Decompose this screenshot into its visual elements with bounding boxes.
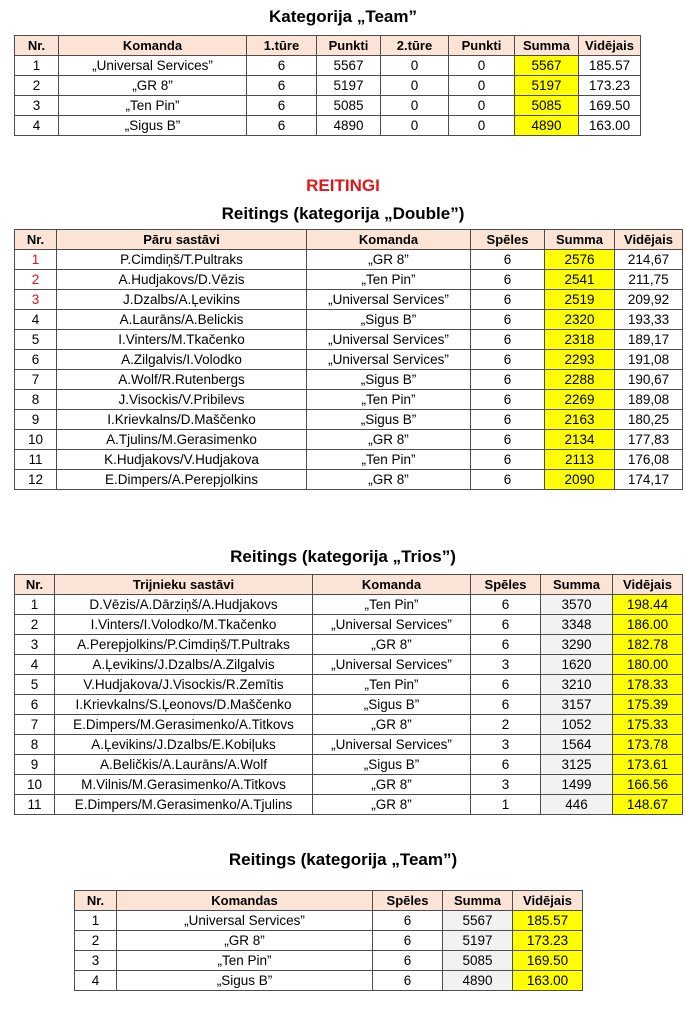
table-cell: „GR 8” bbox=[313, 795, 471, 815]
table-row bbox=[15, 250, 683, 270]
table-cell: 8 bbox=[15, 390, 57, 410]
table-cell: 211,75 bbox=[615, 270, 683, 290]
table-cell: 5567 bbox=[317, 56, 381, 76]
table-cell: „Sigus B” bbox=[117, 971, 373, 991]
table-cell: 173.23 bbox=[513, 931, 583, 951]
column-header: Summa bbox=[443, 891, 513, 911]
table-cell: A.Ļevikins/J.Dzalbs/A.Zilgalvis bbox=[55, 655, 313, 675]
table-cell: A.Wolf/R.Rutenbergs bbox=[57, 370, 307, 390]
table-cell: E.Dimpers/M.Gerasimenko/A.Titkovs bbox=[55, 715, 313, 735]
table-cell: 0 bbox=[449, 56, 515, 76]
table-cell: 6 bbox=[247, 76, 317, 96]
table-cell: 1620 bbox=[541, 655, 613, 675]
table-cell: 5 bbox=[15, 330, 57, 350]
table-row bbox=[15, 310, 683, 330]
table-cell: „Universal Services” bbox=[313, 655, 471, 675]
table-cell: 3570 bbox=[541, 595, 613, 615]
table-cell: 6 bbox=[471, 270, 545, 290]
table-row bbox=[15, 410, 683, 430]
column-header: Vidējais bbox=[513, 891, 583, 911]
table-cell: 2 bbox=[75, 931, 117, 951]
column-header: Nr. bbox=[15, 230, 57, 250]
table-cell: „Sigus B” bbox=[313, 755, 471, 775]
column-header: Komanda bbox=[307, 230, 471, 250]
table-cell: 6 bbox=[247, 56, 317, 76]
table-cell: 2 bbox=[471, 715, 541, 735]
table-cell: 173.23 bbox=[579, 76, 641, 96]
table-cell: „GR 8” bbox=[307, 250, 471, 270]
table-row bbox=[15, 96, 641, 116]
table-cell: A.Hudjakovs/D.Vēzis bbox=[57, 270, 307, 290]
table-cell: „GR 8” bbox=[313, 635, 471, 655]
table-cell: 166.56 bbox=[613, 775, 683, 795]
table-cell: „Sigus B” bbox=[307, 410, 471, 430]
table-cell: 6 bbox=[471, 430, 545, 450]
table-cell: „Ten Pin” bbox=[117, 951, 373, 971]
table-cell: „Ten Pin” bbox=[307, 390, 471, 410]
table-row bbox=[15, 795, 683, 815]
table-cell: E.Dimpers/M.Gerasimenko/A.Tjulins bbox=[55, 795, 313, 815]
table-cell: 214,67 bbox=[615, 250, 683, 270]
table-cell: P.Cimdiņš/T.Pultraks bbox=[57, 250, 307, 270]
table-cell: „GR 8” bbox=[313, 715, 471, 735]
table-header-row bbox=[75, 891, 583, 911]
table-cell: „Universal Services” bbox=[313, 615, 471, 635]
table-cell: 182.78 bbox=[613, 635, 683, 655]
table-cell: „Universal Services” bbox=[307, 350, 471, 370]
table-cell: „Universal Services” bbox=[59, 56, 247, 76]
table-cell: 3290 bbox=[541, 635, 613, 655]
table-cell: 6 bbox=[471, 250, 545, 270]
ratings-heading: REITINGI bbox=[306, 176, 380, 195]
table-cell: „Sigus B” bbox=[59, 116, 247, 136]
table-cell: 4890 bbox=[317, 116, 381, 136]
table-cell: 0 bbox=[381, 56, 449, 76]
table-cell: „Sigus B” bbox=[307, 370, 471, 390]
table-cell: 2519 bbox=[545, 290, 615, 310]
table-row bbox=[75, 911, 583, 931]
table-cell: 180,25 bbox=[615, 410, 683, 430]
table-cell: I.Vinters/I.Volodko/M.Tkačenko bbox=[55, 615, 313, 635]
table-cell: A.Perepjolkins/P.Cimdiņš/T.Pultraks bbox=[55, 635, 313, 655]
table-cell: E.Dimpers/A.Perepjolkins bbox=[57, 470, 307, 490]
table-cell: 6 bbox=[471, 290, 545, 310]
table-cell: 11 bbox=[15, 450, 57, 470]
table-cell: 3 bbox=[75, 951, 117, 971]
table-cell: 2288 bbox=[545, 370, 615, 390]
table-row bbox=[15, 755, 683, 775]
table-cell: 1 bbox=[75, 911, 117, 931]
table-cell: 10 bbox=[15, 775, 55, 795]
table-cell: 0 bbox=[449, 76, 515, 96]
table-cell: 174,17 bbox=[615, 470, 683, 490]
table-row bbox=[15, 635, 683, 655]
table-cell: 175.39 bbox=[613, 695, 683, 715]
column-header: Trijnieku sastāvi bbox=[55, 575, 313, 595]
table-cell: 189,08 bbox=[615, 390, 683, 410]
table-cell: V.Hudjakova/J.Visockis/R.Zemītis bbox=[55, 675, 313, 695]
table-cell: 7 bbox=[15, 370, 57, 390]
table-cell: „Ten Pin” bbox=[307, 450, 471, 470]
column-header: Komandas bbox=[117, 891, 373, 911]
table-cell: 169.50 bbox=[579, 96, 641, 116]
trios-ratings-title: Reitings (kategorija „Trios”) bbox=[230, 547, 456, 566]
table-cell: K.Hudjakovs/V.Hudjakova bbox=[57, 450, 307, 470]
table-cell: 6 bbox=[373, 931, 443, 951]
table-cell: 6 bbox=[471, 450, 545, 470]
table-cell: 6 bbox=[471, 410, 545, 430]
table-cell: 2576 bbox=[545, 250, 615, 270]
column-header: Komanda bbox=[313, 575, 471, 595]
table-cell: 2 bbox=[15, 270, 57, 290]
column-header: Summa bbox=[545, 230, 615, 250]
table-row bbox=[15, 695, 683, 715]
table-cell: „GR 8” bbox=[59, 76, 247, 96]
table-cell: M.Vilnis/M.Gerasimenko/A.Titkovs bbox=[55, 775, 313, 795]
table-cell: 189,17 bbox=[615, 330, 683, 350]
column-header: Punkti bbox=[449, 36, 515, 56]
table-cell: 1 bbox=[15, 56, 59, 76]
table-cell: „Sigus B” bbox=[307, 310, 471, 330]
table-cell: 6 bbox=[471, 350, 545, 370]
table-cell: 3125 bbox=[541, 755, 613, 775]
table-cell: 8 bbox=[15, 735, 55, 755]
table-cell: 6 bbox=[471, 695, 541, 715]
table-cell: 2113 bbox=[545, 450, 615, 470]
table-cell: 2541 bbox=[545, 270, 615, 290]
table-cell: 10 bbox=[15, 430, 57, 450]
table-cell: 12 bbox=[15, 470, 57, 490]
table-row bbox=[15, 675, 683, 695]
table-cell: I.Vinters/M.Tkačenko bbox=[57, 330, 307, 350]
table-row bbox=[15, 615, 683, 635]
column-header: Pāru sastāvi bbox=[57, 230, 307, 250]
table-row bbox=[15, 330, 683, 350]
table-cell: 6 bbox=[373, 971, 443, 991]
table-cell: 6 bbox=[471, 310, 545, 330]
column-header: Summa bbox=[515, 36, 579, 56]
table-row bbox=[15, 715, 683, 735]
table-cell: „Universal Services” bbox=[117, 911, 373, 931]
table-cell: 185.57 bbox=[579, 56, 641, 76]
table-cell: J.Visockis/V.Pribilevs bbox=[57, 390, 307, 410]
table-cell: 173.78 bbox=[613, 735, 683, 755]
table-cell: 5197 bbox=[317, 76, 381, 96]
column-header: Vidējais bbox=[579, 36, 641, 56]
table-cell: 186.00 bbox=[613, 615, 683, 635]
column-header: Summa bbox=[541, 575, 613, 595]
team-results-title: Kategorija „Team” bbox=[268, 7, 417, 26]
team-ratings-table bbox=[74, 890, 583, 991]
table-cell: 4 bbox=[75, 971, 117, 991]
table-cell: 4890 bbox=[515, 116, 579, 136]
table-cell: 4 bbox=[15, 655, 55, 675]
table-cell: „GR 8” bbox=[307, 470, 471, 490]
table-cell: 4 bbox=[15, 116, 59, 136]
table-cell: 3210 bbox=[541, 675, 613, 695]
table-cell: „Ten Pin” bbox=[307, 270, 471, 290]
table-row bbox=[15, 116, 641, 136]
table-cell: 176,08 bbox=[615, 450, 683, 470]
table-cell: A.Ļevikins/J.Dzalbs/E.Kobiļuks bbox=[55, 735, 313, 755]
table-cell: „Universal Services” bbox=[307, 290, 471, 310]
table-header-row bbox=[15, 575, 683, 595]
table-row bbox=[15, 470, 683, 490]
table-cell: „Sigus B” bbox=[313, 695, 471, 715]
table-cell: A.Laurāns/A.Belickis bbox=[57, 310, 307, 330]
table-cell: 1564 bbox=[541, 735, 613, 755]
table-cell: 185.57 bbox=[513, 911, 583, 931]
table-row bbox=[15, 290, 683, 310]
table-cell: „Ten Pin” bbox=[313, 675, 471, 695]
table-cell: 3348 bbox=[541, 615, 613, 635]
table-row bbox=[15, 370, 683, 390]
table-row bbox=[15, 595, 683, 615]
column-header: Komanda bbox=[59, 36, 247, 56]
table-cell: 4890 bbox=[443, 971, 513, 991]
table-cell: 5085 bbox=[317, 96, 381, 116]
table-cell: 6 bbox=[471, 370, 545, 390]
table-cell: I.Krievkalns/S.Ļeonovs/D.Maščenko bbox=[55, 695, 313, 715]
table-cell: 6 bbox=[373, 911, 443, 931]
table-row bbox=[15, 270, 683, 290]
column-header: 2.tūre bbox=[381, 36, 449, 56]
table-cell: 2269 bbox=[545, 390, 615, 410]
table-row bbox=[15, 76, 641, 96]
table-cell: 2293 bbox=[545, 350, 615, 370]
table-header-row bbox=[15, 36, 641, 56]
table-cell: 2163 bbox=[545, 410, 615, 430]
column-header: Spēles bbox=[471, 230, 545, 250]
table-cell: 5085 bbox=[515, 96, 579, 116]
table-cell: 2090 bbox=[545, 470, 615, 490]
table-cell: 0 bbox=[381, 116, 449, 136]
table-cell: 5567 bbox=[515, 56, 579, 76]
table-cell: 1 bbox=[15, 250, 57, 270]
table-cell: 7 bbox=[15, 715, 55, 735]
table-cell: 193,33 bbox=[615, 310, 683, 330]
table-cell: 6 bbox=[471, 470, 545, 490]
table-cell: 6 bbox=[247, 96, 317, 116]
table-cell: 6 bbox=[471, 635, 541, 655]
table-cell: 6 bbox=[471, 755, 541, 775]
table-cell: 9 bbox=[15, 755, 55, 775]
team-ratings-title: Reitings (kategorija „Team”) bbox=[228, 850, 458, 869]
table-cell: 173.61 bbox=[613, 755, 683, 775]
table-cell: „GR 8” bbox=[307, 430, 471, 450]
table-cell: 1 bbox=[471, 795, 541, 815]
table-cell: 0 bbox=[381, 96, 449, 116]
table-cell: 0 bbox=[449, 116, 515, 136]
table-cell: 1499 bbox=[541, 775, 613, 795]
column-header: Vidējais bbox=[615, 230, 683, 250]
table-cell: A.Beličkis/A.Laurāns/A.Wolf bbox=[55, 755, 313, 775]
table-cell: „Ten Pin” bbox=[59, 96, 247, 116]
table-cell: 6 bbox=[471, 330, 545, 350]
table-cell: 0 bbox=[381, 76, 449, 96]
table-cell: A.Zilgalvis/I.Volodko bbox=[57, 350, 307, 370]
table-row bbox=[15, 350, 683, 370]
table-cell: D.Vēzis/A.Dārziņš/A.Hudjakovs bbox=[55, 595, 313, 615]
table-row bbox=[75, 931, 583, 951]
table-cell: 198.44 bbox=[613, 595, 683, 615]
table-cell: 3 bbox=[15, 96, 59, 116]
table-cell: 4 bbox=[15, 310, 57, 330]
table-cell: 6 bbox=[471, 595, 541, 615]
table-cell: 2318 bbox=[545, 330, 615, 350]
table-cell: 180.00 bbox=[613, 655, 683, 675]
table-cell: 3 bbox=[471, 655, 541, 675]
table-cell: 3 bbox=[471, 775, 541, 795]
table-cell: „GR 8” bbox=[117, 931, 373, 951]
table-cell: 169.50 bbox=[513, 951, 583, 971]
table-cell: 209,92 bbox=[615, 290, 683, 310]
table-row bbox=[15, 390, 683, 410]
table-cell: 5197 bbox=[515, 76, 579, 96]
table-cell: 177,83 bbox=[615, 430, 683, 450]
table-row bbox=[75, 971, 583, 991]
table-cell: 5 bbox=[15, 675, 55, 695]
table-cell: 11 bbox=[15, 795, 55, 815]
table-cell: 6 bbox=[15, 695, 55, 715]
table-cell: J.Dzalbs/A.Ļevikins bbox=[57, 290, 307, 310]
table-header-row bbox=[15, 230, 683, 250]
table-cell: 2320 bbox=[545, 310, 615, 330]
column-header: 1.tūre bbox=[247, 36, 317, 56]
table-cell: 5567 bbox=[443, 911, 513, 931]
table-cell: 446 bbox=[541, 795, 613, 815]
table-cell: I.Krievkalns/D.Maščenko bbox=[57, 410, 307, 430]
table-cell: 3 bbox=[15, 290, 57, 310]
table-cell: 5197 bbox=[443, 931, 513, 951]
column-header: Nr. bbox=[15, 575, 55, 595]
table-row bbox=[75, 951, 583, 971]
table-cell: 5085 bbox=[443, 951, 513, 971]
table-cell: 2 bbox=[15, 615, 55, 635]
column-header: Nr. bbox=[15, 36, 59, 56]
table-row bbox=[15, 655, 683, 675]
table-cell: „GR 8” bbox=[313, 775, 471, 795]
column-header: Punkti bbox=[317, 36, 381, 56]
table-row bbox=[15, 735, 683, 755]
table-cell: 148.67 bbox=[613, 795, 683, 815]
table-cell: 6 bbox=[471, 390, 545, 410]
table-cell: 1 bbox=[15, 595, 55, 615]
column-header: Spēles bbox=[373, 891, 443, 911]
table-cell: „Ten Pin” bbox=[313, 595, 471, 615]
table-cell: 6 bbox=[15, 350, 57, 370]
table-cell: 190,67 bbox=[615, 370, 683, 390]
table-cell: 6 bbox=[247, 116, 317, 136]
double-ratings-title: Reitings (kategorija „Double”) bbox=[221, 204, 465, 223]
table-cell: „Universal Services” bbox=[307, 330, 471, 350]
table-row bbox=[15, 450, 683, 470]
table-cell: 175.33 bbox=[613, 715, 683, 735]
column-header: Vidējais bbox=[613, 575, 683, 595]
table-cell: 3 bbox=[471, 735, 541, 755]
table-cell: 6 bbox=[373, 951, 443, 971]
trios-ratings-table bbox=[14, 574, 683, 815]
column-header: Spēles bbox=[471, 575, 541, 595]
table-cell: 1052 bbox=[541, 715, 613, 735]
table-cell: 0 bbox=[449, 96, 515, 116]
table-row bbox=[15, 775, 683, 795]
table-cell: 3157 bbox=[541, 695, 613, 715]
table-cell: 2134 bbox=[545, 430, 615, 450]
table-row bbox=[15, 430, 683, 450]
table-cell: 178.33 bbox=[613, 675, 683, 695]
table-cell: 163.00 bbox=[513, 971, 583, 991]
table-cell: „Universal Services” bbox=[313, 735, 471, 755]
table-cell: 6 bbox=[471, 615, 541, 635]
table-row bbox=[15, 56, 641, 76]
team-results-table bbox=[14, 35, 641, 136]
table-cell: 2 bbox=[15, 76, 59, 96]
table-cell: A.Tjulins/M.Gerasimenko bbox=[57, 430, 307, 450]
double-ratings-table bbox=[14, 229, 683, 490]
table-cell: 191,08 bbox=[615, 350, 683, 370]
table-cell: 163.00 bbox=[579, 116, 641, 136]
table-cell: 6 bbox=[471, 675, 541, 695]
table-cell: 9 bbox=[15, 410, 57, 430]
column-header: Nr. bbox=[75, 891, 117, 911]
table-cell: 3 bbox=[15, 635, 55, 655]
